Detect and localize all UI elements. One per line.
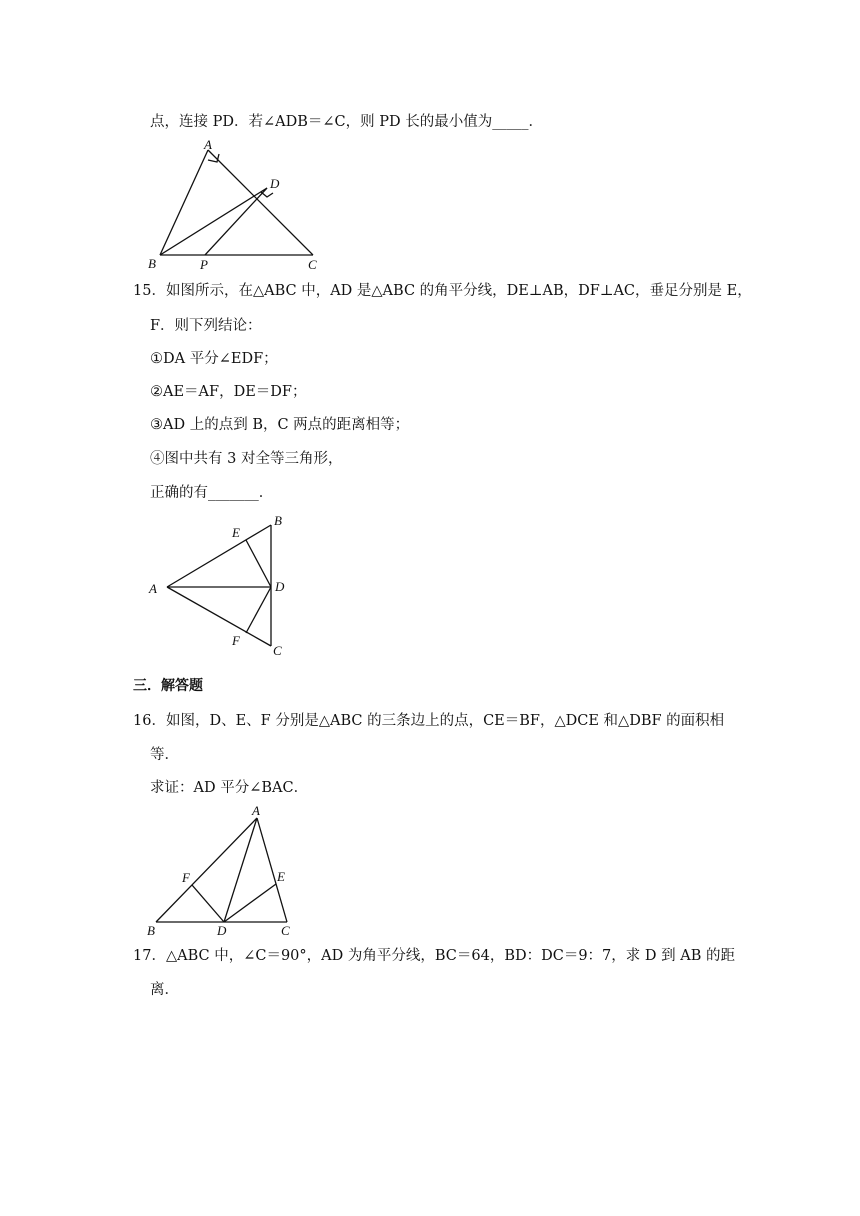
q15-answer-line: 正确的有_______． [150,485,274,501]
q15-label-B: B [274,513,282,528]
section-title: 三．解答题 [133,678,203,694]
q16-label-F: F [182,870,190,885]
q17-line1: 17．△ABC 中，∠C＝90°，AD 为角平分线，BC＝64，BD：DC＝9：7，求 D 到 AB 的距 [133,948,735,964]
q15-item-3: ③AD 上的点到 B，C 两点的距离相等； [150,417,410,433]
q16-label-E: E [277,869,285,884]
q15-label-E: E [232,525,240,540]
q15-label-D: D [275,579,285,594]
q15-stem-line2: F．则下列结论： [150,318,262,334]
q15-item-4: ④图中共有 3 对全等三角形， [150,451,343,467]
q14-label-C: C [308,257,317,272]
q14-label-D: D [270,176,280,191]
q16-line1: 16．如图，D、E、F 分别是△ABC 的三条边上的点，CE＝BF，△DCE 和△DBF 的面积相 [133,713,725,729]
q17-line2: 离． [150,982,179,998]
q15-label-C: C [273,643,282,658]
q15-item-2: ②AE＝AF，DE＝DF； [150,384,307,400]
q16-label-A: A [252,803,260,818]
q14-label-B: B [148,256,156,271]
q14-figure [140,138,330,273]
q15-label-A: A [149,581,157,596]
q15-stem-line1: 15．如图所示，在△ABC 中，AD 是△ABC 的角平分线，DE⊥AB，DF⊥AC，垂足分别是 E， [133,283,752,299]
q16-label-B: B [147,923,155,938]
q14-label-P: P [200,257,208,272]
q15-label-F: F [232,633,240,648]
q16-label-D: D [217,923,227,938]
q16-label-C: C [281,923,290,938]
q14-text: 点，连接 PD．若∠ADB＝∠C，则 PD 长的最小值为_____． [150,114,543,130]
q16-line2: 等． [150,747,179,763]
q14-label-A: A [204,138,212,152]
q15-figure [140,510,300,660]
q15-item-1: ①DA 平分∠EDF； [150,351,278,367]
q16-prove: 求证：AD 平分∠BAC． [150,780,309,796]
q16-figure [140,800,300,940]
